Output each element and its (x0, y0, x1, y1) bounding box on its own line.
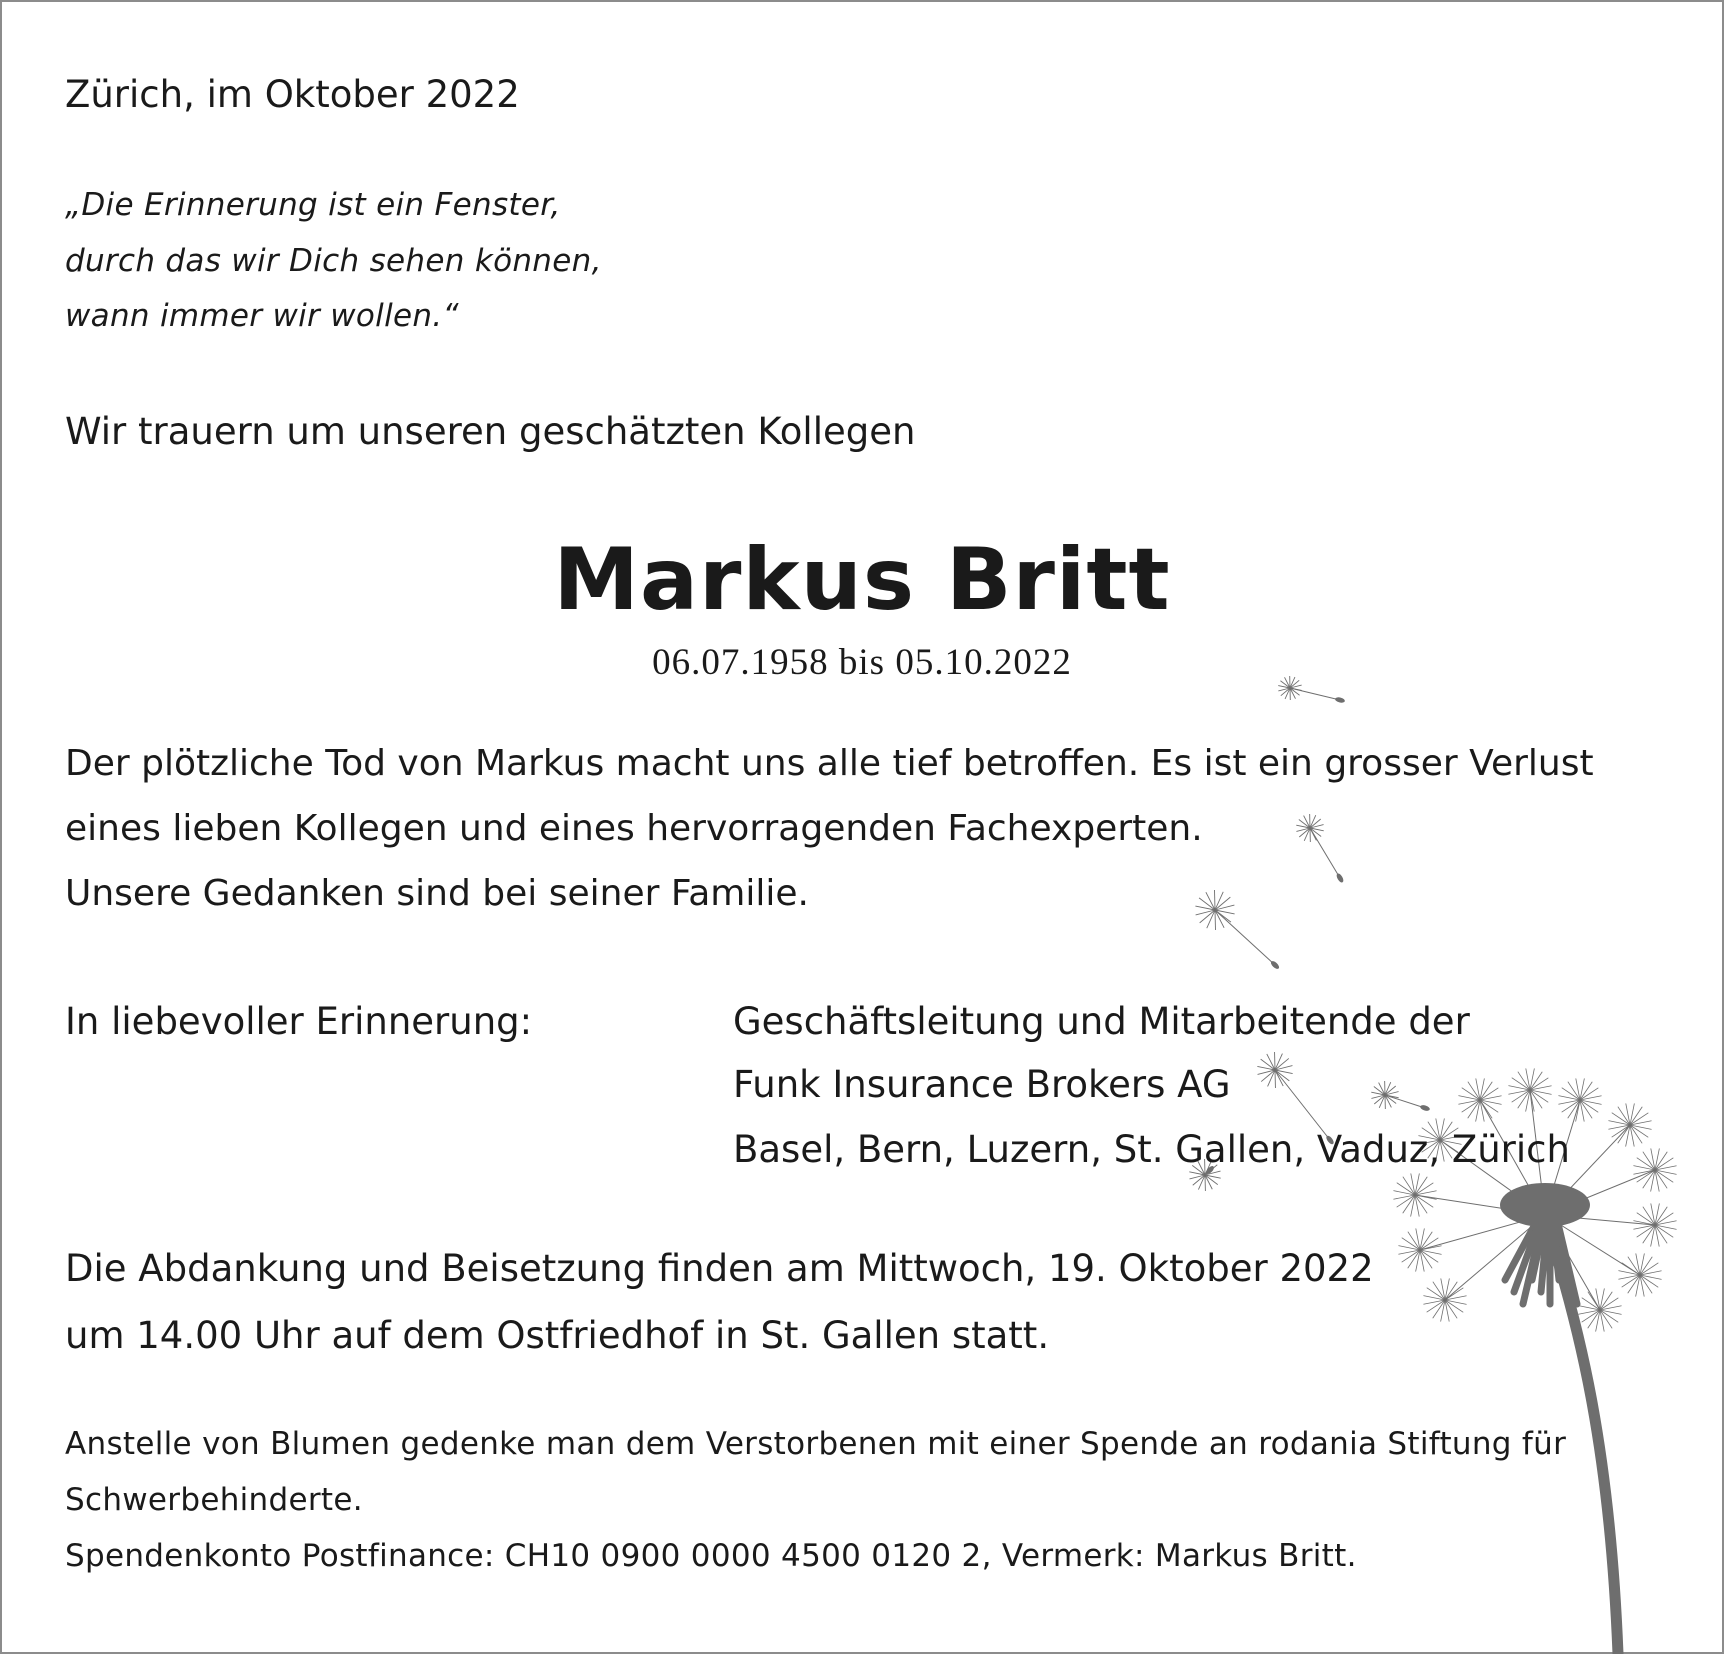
signature-line-1: Geschäftsleitung und Mitarbeitende der (733, 1000, 1470, 1043)
ceremony-line-2: um 14.00 Uhr auf dem Ostfriedhof in St. Gallen statt. (65, 1314, 1050, 1357)
quote-line-3: wann immer wir wollen.“ (65, 298, 459, 334)
donation-line-2: Schwerbehinderte. (65, 1482, 363, 1518)
intro-text: Wir trauern um unseren geschätzten Kollegen (65, 410, 916, 453)
signature-company: Funk Insurance Brokers AG (733, 1063, 1231, 1106)
ceremony-line-1: Die Abdankung und Beisetzung finden am Mittwoch, 19. Oktober 2022 (65, 1247, 1374, 1290)
place-date: Zürich, im Oktober 2022 (65, 73, 520, 116)
message-line-1: Der plötzliche Tod von Markus macht uns alle tief betroffen. Es ist ein grosser Verlust (65, 743, 1594, 784)
donation-account: Spendenkonto Postfinance: CH10 0900 0000 4500 0120 2, Vermerk: Markus Britt. (65, 1538, 1357, 1574)
signature-label: In liebevoller Erinnerung: (65, 1000, 533, 1043)
message-line-3: Unsere Gedanken sind bei seiner Familie. (65, 873, 809, 914)
signature-locations: Basel, Bern, Luzern, St. Gallen, Vaduz, Zürich (733, 1128, 1570, 1171)
deceased-name: Markus Britt (553, 530, 1171, 630)
life-dates: 06.07.1958 bis 05.10.2022 (652, 642, 1072, 683)
quote-line-2: durch das wir Dich sehen können, (65, 243, 602, 279)
donation-line-1: Anstelle von Blumen gedenke man dem Verstorbenen mit einer Spende an rodania Stiftung für (65, 1426, 1567, 1462)
quote-line-1: „Die Erinnerung ist ein Fenster, (65, 187, 561, 223)
message-line-2: eines lieben Kollegen und eines hervorragenden Fachexperten. (65, 808, 1203, 849)
